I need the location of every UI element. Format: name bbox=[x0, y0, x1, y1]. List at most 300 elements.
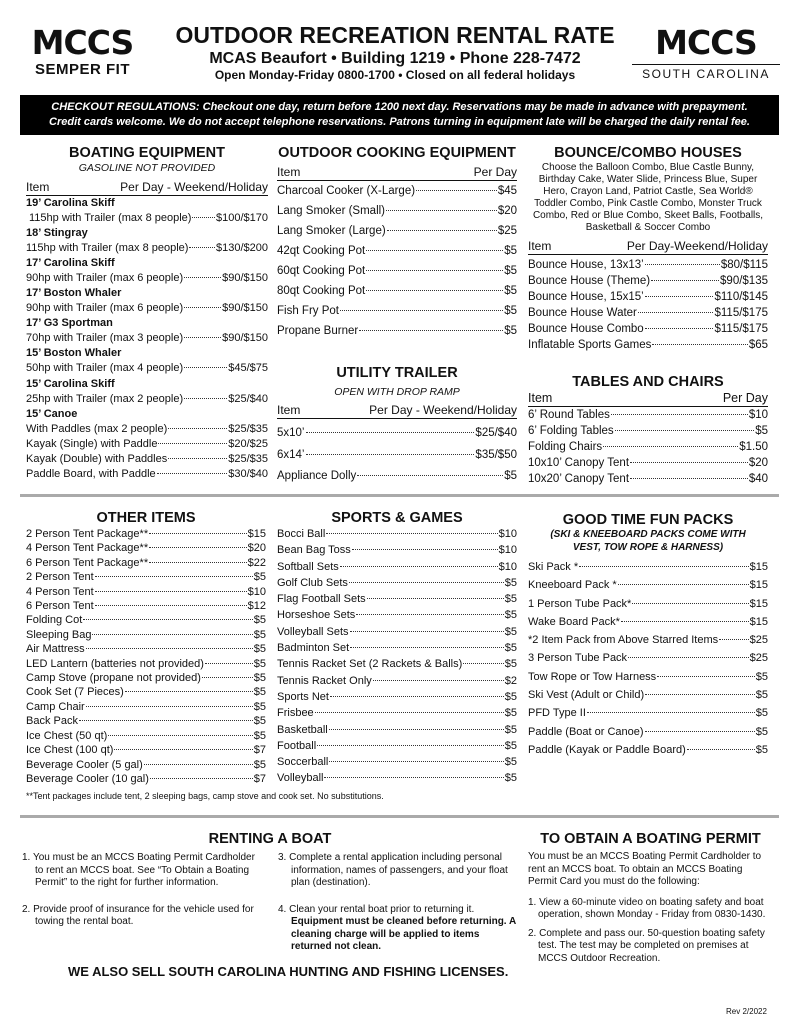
item-price: $25 bbox=[749, 652, 768, 665]
item-label: 5x10’ bbox=[277, 427, 305, 439]
dot-leader bbox=[356, 614, 503, 615]
price-row bbox=[26, 758, 266, 772]
dot-leader bbox=[618, 584, 749, 585]
price-row bbox=[528, 289, 768, 305]
item-label: Sports Net bbox=[277, 690, 329, 703]
price-row bbox=[528, 723, 768, 741]
item-label: 4 Person Tent Package** bbox=[26, 542, 149, 555]
price-row bbox=[26, 437, 268, 452]
dot-leader bbox=[114, 749, 252, 750]
location-line: MCAS Beaufort • Building 1219 • Phone 228-7472 bbox=[209, 50, 581, 67]
section-note: GASOLINE NOT PROVIDED bbox=[78, 162, 216, 174]
item-label: Bean Bag Toss bbox=[277, 544, 351, 557]
price-row bbox=[26, 211, 268, 226]
item-price: $5 bbox=[755, 725, 768, 738]
item-price: $5 bbox=[253, 614, 266, 627]
section-title: GOOD TIME FUN PACKS bbox=[562, 512, 734, 528]
column-header: Item Per Day - Weekend/Holiday bbox=[277, 403, 517, 417]
item-price: $15 bbox=[749, 579, 768, 592]
item-price: $5 bbox=[253, 657, 266, 670]
item-price: $5 bbox=[504, 756, 517, 769]
item-label: 2 Person Tent bbox=[26, 571, 94, 584]
item-label: Air Mattress bbox=[26, 643, 85, 656]
dot-leader bbox=[366, 270, 503, 271]
permit-step-2: 2. Complete and pass our. 50-question boating safety test. The test may be completed on premises at MCCS Outdoor Recreation. bbox=[528, 927, 765, 964]
section-title: OUTDOOR COOKING EQUIPMENT bbox=[278, 145, 516, 161]
boat-name: 15’ Canoe bbox=[26, 407, 78, 420]
price-row bbox=[26, 556, 266, 570]
item-price: $5 bbox=[253, 715, 266, 728]
price-row bbox=[277, 201, 517, 221]
price-row bbox=[277, 301, 517, 321]
renting-step-2: 2. Provide proof of insurance for the vehicle used for towing the rental boat. bbox=[22, 903, 254, 927]
item-price: $5 bbox=[253, 672, 266, 685]
price-row bbox=[277, 321, 517, 341]
item-label: 115hp with Trailer (max 8 people) bbox=[26, 242, 189, 255]
dot-leader bbox=[83, 619, 252, 620]
item-label: Badminton Set bbox=[277, 642, 350, 655]
bounce-list bbox=[528, 255, 768, 353]
price-row bbox=[277, 624, 517, 640]
price-row bbox=[26, 467, 268, 482]
dot-leader bbox=[149, 562, 247, 563]
licenses-notice: WE ALSO SELL SOUTH CAROLINA HUNTING AND FISHING LICENSES. bbox=[68, 964, 509, 979]
item-price: $5 bbox=[755, 689, 768, 702]
boating-permit-section bbox=[528, 830, 773, 965]
price-row bbox=[528, 439, 768, 455]
price-row bbox=[277, 281, 517, 301]
dot-leader bbox=[158, 443, 227, 444]
dot-leader bbox=[579, 566, 749, 567]
item-label: 90hp with Trailer (max 6 people) bbox=[26, 302, 184, 315]
item-label: With Paddles (max 2 people) bbox=[26, 422, 168, 435]
price-row bbox=[26, 331, 268, 346]
item-label: Flag Football Sets bbox=[277, 593, 366, 606]
item-label: *2 Item Pack from Above Starred Items bbox=[528, 634, 719, 647]
mccs-south-carolina-logo: MCCS SOUTH CAROLINA bbox=[632, 24, 780, 82]
dot-leader bbox=[306, 432, 475, 433]
item-price: $65 bbox=[748, 339, 768, 351]
item-price: $35/$50 bbox=[475, 448, 517, 461]
item-price: $5 bbox=[504, 609, 517, 622]
price-row bbox=[528, 273, 768, 289]
item-label: 10x20’ Canopy Tent bbox=[528, 473, 630, 485]
price-row bbox=[26, 657, 266, 671]
item-price: $25/$35 bbox=[228, 422, 268, 435]
price-row bbox=[26, 241, 268, 256]
price-row bbox=[528, 668, 768, 686]
item-price: $40 bbox=[748, 473, 768, 485]
item-label: Back Pack bbox=[26, 715, 78, 728]
dot-leader bbox=[719, 639, 749, 640]
dot-leader bbox=[184, 398, 227, 399]
dot-leader bbox=[149, 547, 247, 548]
dot-leader bbox=[632, 603, 748, 604]
price-row bbox=[277, 591, 517, 607]
item-price: $20 bbox=[748, 457, 768, 469]
item-price: $5 bbox=[253, 686, 266, 699]
item-label: 6 Person Tent Package** bbox=[26, 556, 149, 569]
price-row bbox=[26, 772, 266, 786]
item-price: $15 bbox=[247, 528, 266, 540]
item-label: 3 Person Tube Pack bbox=[528, 652, 628, 665]
divider bbox=[20, 815, 779, 818]
item-label: Football bbox=[277, 739, 317, 752]
item-price: $5 bbox=[504, 625, 517, 638]
item-label: LED Lantern (batteries not provided) bbox=[26, 657, 204, 670]
item-price: $5 bbox=[253, 758, 266, 771]
price-row bbox=[26, 361, 268, 376]
dot-leader bbox=[630, 478, 748, 479]
item-label: Appliance Dolly bbox=[277, 470, 357, 482]
revision-date: Rev 2/2022 bbox=[726, 1007, 767, 1016]
dot-leader bbox=[330, 696, 504, 697]
boat-name: 17’ G3 Sportman bbox=[26, 317, 113, 330]
item-label: Kayak (Single) with Paddle bbox=[26, 437, 158, 450]
boat-name: 15’ Carolina Skiff bbox=[26, 377, 115, 390]
item-price: $5 bbox=[504, 723, 517, 736]
item-label: Paddle (Boat or Canoe) bbox=[528, 725, 644, 738]
item-price: $5 bbox=[755, 707, 768, 720]
dot-leader bbox=[366, 290, 503, 291]
item-price: $5 bbox=[504, 265, 517, 277]
dot-leader bbox=[687, 749, 755, 750]
dot-leader bbox=[202, 677, 253, 678]
item-price: $20 bbox=[497, 205, 517, 217]
dot-leader bbox=[86, 706, 253, 707]
item-label: Soccerball bbox=[277, 756, 329, 769]
item-price: $5 bbox=[504, 305, 517, 317]
item-label: Golf Club Sets bbox=[277, 576, 348, 589]
item-price: $5 bbox=[504, 739, 517, 752]
item-label: Lang Smoker (Small) bbox=[277, 205, 386, 217]
item-label: Camp Chair bbox=[26, 700, 85, 713]
item-label: 6x14’ bbox=[277, 448, 305, 461]
price-row bbox=[26, 671, 266, 685]
item-label: Kayak (Double) with Paddles bbox=[26, 452, 168, 465]
item-price: $7 bbox=[253, 744, 266, 757]
item-price: $12 bbox=[247, 600, 266, 613]
price-row bbox=[26, 301, 268, 316]
dot-leader bbox=[416, 190, 497, 191]
item-price: $20 bbox=[247, 542, 266, 555]
renting-step-3: 3. Complete a rental application including personal information, names of passengers, and your float plan (destination). bbox=[278, 852, 508, 888]
price-row bbox=[528, 407, 768, 423]
item-price: $25 bbox=[749, 634, 768, 647]
item-price: $25/$40 bbox=[228, 392, 268, 405]
dot-leader bbox=[150, 778, 253, 779]
price-row bbox=[26, 271, 268, 286]
item-price: $130/$200 bbox=[216, 242, 268, 255]
dot-leader bbox=[324, 777, 503, 778]
price-row bbox=[277, 673, 517, 689]
price-row bbox=[528, 704, 768, 722]
price-row bbox=[528, 686, 768, 704]
item-price: $22 bbox=[247, 556, 266, 569]
item-label: Ice Chest (50 qt) bbox=[26, 729, 108, 742]
item-price: $7 bbox=[253, 772, 266, 785]
dot-leader bbox=[657, 676, 755, 677]
dot-leader bbox=[386, 210, 497, 211]
price-row bbox=[528, 613, 768, 631]
dot-leader bbox=[184, 277, 221, 278]
dot-leader bbox=[350, 647, 504, 648]
section-title: OTHER ITEMS bbox=[96, 510, 196, 526]
item-label: 90hp with Trailer (max 6 people) bbox=[26, 272, 184, 285]
fun-packs-list bbox=[528, 558, 768, 759]
item-label: 25hp with Trailer (max 2 people) bbox=[26, 392, 184, 405]
item-price: $5 bbox=[504, 285, 517, 297]
fun-packs-section bbox=[528, 511, 768, 759]
renting-step-4: 4. Clean your rental boat prior to returning it. Equipment must be cleaned before returning. A cleaning charge will be applied to items returned not clean. bbox=[278, 903, 516, 952]
price-row bbox=[26, 685, 266, 699]
item-price: $10 bbox=[247, 585, 266, 598]
price-row bbox=[26, 541, 266, 555]
item-price: $5 bbox=[504, 707, 517, 720]
item-label: Bounce House, 13x13’ bbox=[528, 259, 644, 271]
item-label: Basketball bbox=[277, 723, 328, 736]
item-label: 50hp with Trailer (max 4 people) bbox=[26, 362, 184, 375]
price-row bbox=[528, 471, 768, 487]
item-price: $10 bbox=[498, 560, 517, 573]
section-note: OPEN WITH DROP RAMP bbox=[334, 386, 460, 398]
item-label: Volleyball Sets bbox=[277, 625, 349, 638]
item-label: Beverage Cooler (5 gal) bbox=[26, 758, 143, 771]
price-row bbox=[26, 642, 266, 656]
checkout-regulations: CHECKOUT REGULATIONS: Checkout one day, return before 1200 next day. Reservations may be made in advance with prepayment. Credit cards welcome. We do not accept telephone reservations. Patrons turning in equipment late will be charged the daily rental fee. bbox=[20, 95, 779, 135]
price-row bbox=[528, 423, 768, 439]
item-label: 6 Person Tent bbox=[26, 600, 94, 613]
column-header: Item Per Day bbox=[277, 165, 517, 179]
item-label: Cook Set (7 Pieces) bbox=[26, 686, 124, 699]
price-row bbox=[277, 241, 517, 261]
item-price: $100/$170 bbox=[216, 212, 268, 224]
item-price: $90/$135 bbox=[720, 275, 768, 287]
price-row bbox=[528, 631, 768, 649]
item-price: $1.50 bbox=[739, 441, 768, 453]
dot-leader bbox=[149, 533, 247, 534]
title-block bbox=[170, 22, 620, 83]
price-row bbox=[528, 305, 768, 321]
section-title: BOUNCE/COMBO HOUSES bbox=[554, 145, 742, 161]
dot-leader bbox=[645, 694, 755, 695]
column-header: Item Per Day bbox=[528, 391, 768, 405]
item-price: $5 bbox=[504, 658, 517, 671]
price-row bbox=[528, 337, 768, 353]
column-header: Item Per Day - Weekend/Holiday bbox=[26, 180, 268, 194]
item-price: $15 bbox=[749, 615, 768, 628]
item-price: $115/$175 bbox=[714, 307, 768, 319]
price-row bbox=[277, 445, 517, 467]
dot-leader bbox=[373, 680, 504, 681]
item-price: $5 bbox=[253, 628, 266, 641]
dot-leader bbox=[645, 731, 755, 732]
item-label: Paddle (Kayak or Paddle Board) bbox=[528, 743, 686, 756]
tables-list bbox=[528, 407, 768, 487]
item-label: 6’ Folding Tables bbox=[528, 425, 614, 437]
price-row bbox=[277, 423, 517, 445]
dot-leader bbox=[189, 247, 215, 248]
dot-leader bbox=[184, 337, 221, 338]
item-price: $5 bbox=[504, 576, 517, 589]
trailer-section bbox=[277, 364, 517, 488]
dot-leader bbox=[95, 605, 247, 606]
price-row bbox=[26, 743, 266, 757]
dot-leader bbox=[157, 473, 228, 474]
mccs-semper-fit-logo: MCCS SEMPER FIT bbox=[31, 23, 134, 78]
item-label: Tow Rope or Tow Harness bbox=[528, 670, 657, 683]
section-note: (SKI & KNEEBOARD PACKS COME WITH VEST, TOW ROPE & HARNESS) bbox=[550, 529, 746, 553]
dot-leader bbox=[315, 712, 504, 713]
tables-section bbox=[528, 373, 768, 487]
item-label: Bounce House Water bbox=[528, 307, 637, 319]
price-row bbox=[277, 689, 517, 705]
item-price: $5 bbox=[755, 425, 768, 437]
item-price: $10 bbox=[498, 528, 517, 540]
item-price: $90/$150 bbox=[222, 272, 268, 285]
price-row bbox=[528, 741, 768, 759]
price-row bbox=[26, 570, 266, 584]
hours-line: Open Monday-Friday 0800-1700 • Closed on all federal holidays bbox=[214, 68, 576, 82]
item-price: $45/$75 bbox=[228, 362, 268, 375]
dot-leader bbox=[317, 745, 504, 746]
item-price: $90/$150 bbox=[222, 332, 268, 345]
price-row bbox=[277, 607, 517, 623]
price-row bbox=[26, 422, 268, 437]
item-label: Tennis Racket Only bbox=[277, 674, 372, 687]
dot-leader bbox=[366, 250, 503, 251]
price-row bbox=[528, 576, 768, 594]
dot-leader bbox=[638, 312, 714, 313]
dot-leader bbox=[357, 475, 503, 476]
item-label: 70hp with Trailer (max 3 people) bbox=[26, 332, 184, 345]
item-label: Folding Cot bbox=[26, 614, 83, 627]
dot-leader bbox=[359, 330, 503, 331]
dot-leader bbox=[92, 634, 252, 635]
section-title: UTILITY TRAILER bbox=[336, 365, 458, 381]
item-label: 42qt Cooking Pot bbox=[277, 245, 366, 257]
dot-leader bbox=[367, 598, 504, 599]
price-row bbox=[26, 452, 268, 467]
item-label: Sleeping Bag bbox=[26, 628, 92, 641]
dot-leader bbox=[326, 533, 497, 534]
dot-leader bbox=[630, 462, 748, 463]
boat-name: 18’ Stingray bbox=[26, 227, 88, 240]
dot-leader bbox=[329, 761, 503, 762]
dot-leader bbox=[306, 454, 475, 455]
price-row bbox=[528, 455, 768, 471]
price-row bbox=[277, 181, 517, 201]
item-label: Folding Chairs bbox=[528, 441, 603, 453]
item-price: $80/$115 bbox=[720, 259, 768, 271]
item-label: 80qt Cooking Pot bbox=[277, 285, 366, 297]
item-label: Camp Stove (propane not provided) bbox=[26, 672, 201, 685]
item-price: $30/$40 bbox=[228, 467, 268, 480]
price-row bbox=[277, 221, 517, 241]
section-title: BOATING EQUIPMENT bbox=[68, 145, 225, 161]
dot-leader bbox=[192, 217, 215, 218]
tent-footnote: **Tent packages include tent, 2 sleeping bags, camp stove and cook set. No substitutions. bbox=[26, 791, 384, 802]
dot-leader bbox=[340, 310, 503, 311]
boat-list bbox=[26, 196, 268, 407]
item-label: 2 Person Tent Package** bbox=[26, 528, 149, 540]
page-title: OUTDOOR RECREATION RENTAL RATE bbox=[175, 22, 615, 48]
boat-name: 17’ Boston Whaler bbox=[26, 287, 122, 300]
cooking-section bbox=[277, 144, 517, 341]
dot-leader bbox=[340, 566, 498, 567]
price-row bbox=[528, 649, 768, 667]
sports-list bbox=[277, 526, 517, 787]
price-row bbox=[277, 705, 517, 721]
permit-intro: You must be an MCCS Boating Permit Cardholder to rent an MCCS boat. To obtain an MCCS Boating Permit Card you must do the following: bbox=[528, 851, 762, 887]
item-price: $5 bbox=[253, 729, 266, 742]
dot-leader bbox=[603, 446, 738, 447]
section-title: TO OBTAIN A BOATING PERMIT bbox=[540, 831, 761, 847]
dot-leader bbox=[125, 691, 253, 692]
dot-leader bbox=[621, 621, 749, 622]
dot-leader bbox=[628, 657, 749, 658]
canoe-list bbox=[26, 422, 268, 482]
item-price: $5 bbox=[504, 325, 517, 337]
item-label: Ice Chest (100 qt) bbox=[26, 744, 114, 757]
item-label: Frisbee bbox=[277, 707, 314, 720]
item-price: $15 bbox=[749, 597, 768, 610]
dot-leader bbox=[86, 648, 253, 649]
item-label: Kneeboard Pack * bbox=[528, 579, 617, 592]
item-price: $25/$40 bbox=[475, 427, 517, 439]
price-row bbox=[277, 526, 517, 542]
item-label: Bounce House, 15x15’ bbox=[528, 291, 644, 303]
item-price: $5 bbox=[755, 670, 768, 683]
item-price: $25/$35 bbox=[228, 452, 268, 465]
dot-leader bbox=[350, 631, 504, 632]
price-row bbox=[277, 466, 517, 488]
price-row bbox=[26, 729, 266, 743]
item-price: $10 bbox=[498, 544, 517, 557]
item-label: Bounce House (Theme) bbox=[528, 275, 651, 287]
price-row bbox=[277, 722, 517, 738]
section-title: SPORTS & GAMES bbox=[331, 510, 463, 526]
price-row bbox=[277, 559, 517, 575]
boat-name: 15’ Boston Whaler bbox=[26, 347, 122, 360]
section-title: TABLES AND CHAIRS bbox=[572, 374, 724, 390]
item-price: $5 bbox=[253, 571, 266, 584]
item-label: 1 Person Tube Pack* bbox=[528, 597, 632, 610]
price-row bbox=[26, 613, 266, 627]
price-row bbox=[528, 558, 768, 576]
boating-section bbox=[26, 144, 268, 482]
item-label: Ski Pack * bbox=[528, 561, 579, 573]
item-price: $5 bbox=[504, 245, 517, 257]
section-title: RENTING A BOAT bbox=[208, 831, 332, 847]
price-row bbox=[26, 527, 266, 541]
price-row bbox=[26, 585, 266, 599]
price-row bbox=[26, 714, 266, 728]
dot-leader bbox=[205, 663, 253, 664]
dot-leader bbox=[611, 414, 748, 415]
item-price: $25 bbox=[497, 225, 517, 237]
renting-a-boat-section bbox=[20, 830, 520, 952]
boat-name: 17’ Carolina Skiff bbox=[26, 257, 115, 270]
item-label: 115hp with Trailer (max 8 people) bbox=[29, 212, 192, 224]
dot-leader bbox=[95, 591, 247, 592]
header bbox=[20, 22, 780, 92]
item-price: $5 bbox=[504, 593, 517, 606]
dot-leader bbox=[108, 735, 252, 736]
price-row bbox=[277, 575, 517, 591]
item-price: $5 bbox=[504, 642, 517, 655]
item-label: 60qt Cooking Pot bbox=[277, 265, 366, 277]
